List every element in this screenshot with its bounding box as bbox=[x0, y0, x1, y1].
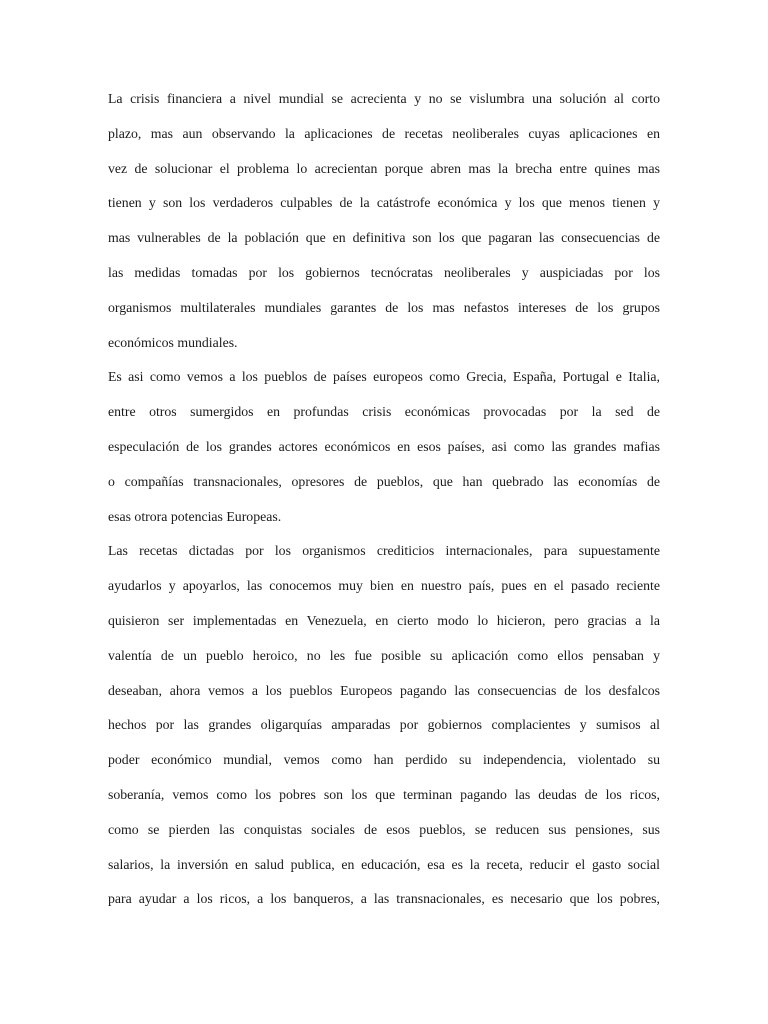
text-line: o compañías transnacionales, opresores de pueblos, que han quebrado las economías de bbox=[108, 473, 660, 489]
text-line: salarios, la inversión en salud publica, en educación, esa es la receta, reducir el gasto social bbox=[108, 856, 660, 872]
text-line: las medidas tomadas por los gobiernos tecnócratas neoliberales y auspiciadas por los bbox=[108, 264, 660, 280]
text-line: esas otrora potencias Europeas. bbox=[108, 508, 282, 524]
text-line: Las recetas dictadas por los organismos crediticios internacionales, para supuestamente bbox=[108, 543, 660, 559]
text-line: Es asi como vemos a los pueblos de países europeos como Grecia, España, Portugal e Italia, bbox=[108, 369, 660, 385]
paragraph-1 bbox=[108, 85, 660, 363]
text-line: quisieron ser implementadas en Venezuela, en cierto modo lo hicieron, pero gracias a la bbox=[108, 612, 660, 628]
text-line: entre otros sumergidos en profundas crisis económicas provocadas por la sed de bbox=[108, 404, 660, 420]
text-line: mas vulnerables de la población que en definitiva son los que pagaran las consecuencias de bbox=[108, 230, 660, 246]
text-line: valentía de un pueblo heroico, no les fue posible su aplicación como ellos pensaban y bbox=[108, 647, 660, 663]
text-line: La crisis financiera a nivel mundial se acrecienta y no se vislumbra una solución al corto bbox=[108, 91, 660, 106]
text-line: especulación de los grandes actores económicos en esos países, asi como las grandes mafias bbox=[108, 438, 660, 454]
document-body bbox=[108, 85, 660, 920]
text-line: soberanía, vemos como los pobres son los que terminan pagando las deudas de los ricos, bbox=[108, 786, 660, 802]
text-line: tienen y son los verdaderos culpables de la catástrofe económica y los que menos tienen y bbox=[108, 195, 660, 211]
text-line: ayudarlos y apoyarlos, las conocemos muy bien en nuestro país, pues en el pasado reciente bbox=[108, 578, 660, 594]
text-line: plazo, mas aun observando la aplicaciones de recetas neoliberales cuyas aplicaciones en bbox=[108, 125, 660, 141]
paragraph-2 bbox=[108, 363, 660, 537]
text-line: deseaban, ahora vemos a los pueblos Europeos pagando las consecuencias de los desfalcos bbox=[108, 682, 660, 698]
text-line: organismos multilaterales mundiales garantes de los mas nefastos intereses de los grupos bbox=[108, 299, 660, 315]
text-line: económicos mundiales. bbox=[108, 334, 238, 350]
text-line: vez de solucionar el problema lo acrecientan porque abren mas la brecha entre quines mas bbox=[108, 160, 660, 176]
text-line: hechos por las grandes oligarquías amparadas por gobiernos complacientes y sumisos al bbox=[108, 717, 660, 733]
text-line: como se pierden las conquistas sociales de esos pueblos, se reducen sus pensiones, sus bbox=[108, 821, 660, 837]
text-line: poder económico mundial, vemos como han perdido su independencia, violentado su bbox=[108, 752, 660, 768]
paragraph-3 bbox=[108, 537, 660, 920]
text-line: para ayudar a los ricos, a los banqueros, a las transnacionales, es necesario que los pobres, bbox=[108, 891, 660, 907]
